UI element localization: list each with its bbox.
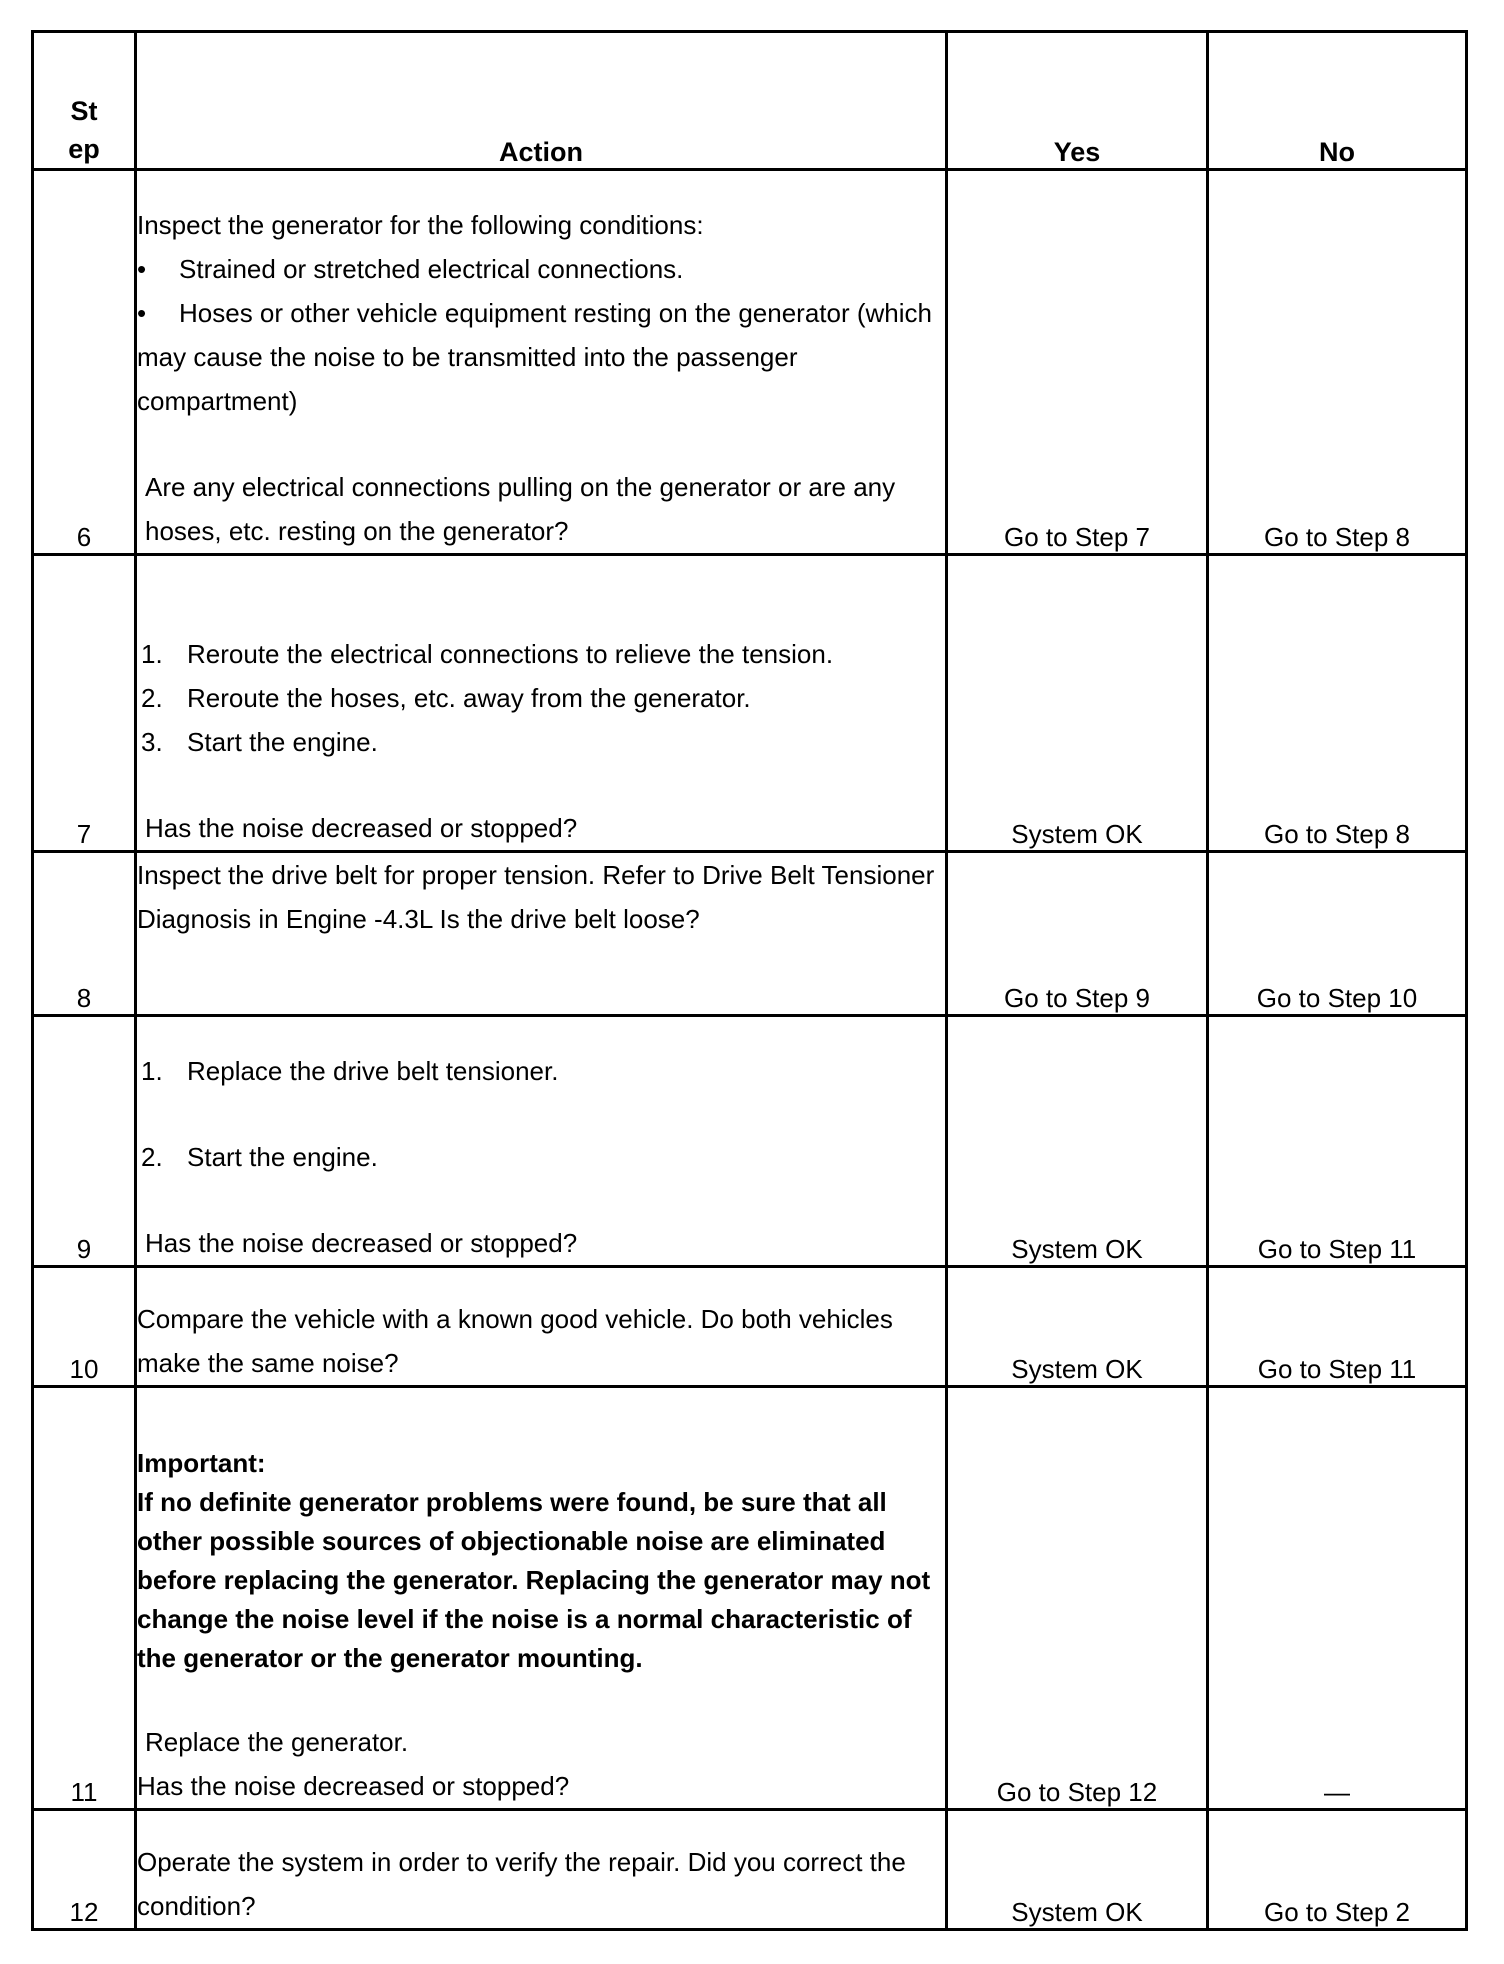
action-cell bbox=[136, 555, 947, 852]
action-cell bbox=[136, 1810, 947, 1930]
bullet-icon: • bbox=[137, 254, 147, 284]
step-number: 11 bbox=[33, 1387, 136, 1810]
yes-result: Go to Step 7 bbox=[947, 170, 1208, 555]
action-cell bbox=[136, 1267, 947, 1387]
step-number: 7 bbox=[33, 555, 136, 852]
yes-result: System OK bbox=[947, 1016, 1208, 1267]
bullet-icon: • bbox=[137, 298, 147, 328]
table-row bbox=[33, 1387, 1467, 1810]
step-number: 10 bbox=[33, 1267, 136, 1387]
no-result: — bbox=[1208, 1387, 1467, 1810]
yes-result: Go to Step 12 bbox=[947, 1387, 1208, 1810]
numbered-item: 1. Replace the drive belt tensioner. bbox=[141, 1056, 559, 1086]
no-result: Go to Step 8 bbox=[1208, 170, 1467, 555]
important-note: If no definite generator problems were found, be sure that all other possible sources of objectionable noise are eliminated before replacing the generator. Replacing the generator may not change the noise level if the noise is a normal characteristic of the generator or the generator mounting. bbox=[137, 1487, 931, 1673]
action-text: Compare the vehicle with a known good vehicle. Do both vehicles make the same noise? bbox=[137, 1304, 893, 1378]
yes-result: Go to Step 9 bbox=[947, 852, 1208, 1016]
no-result: Go to Step 8 bbox=[1208, 555, 1467, 852]
numbered-item: 2. Reroute the hoses, etc. away from the generator. bbox=[141, 683, 751, 713]
header-action: Action bbox=[136, 32, 947, 170]
table-row bbox=[33, 1810, 1467, 1930]
step-number: 6 bbox=[33, 170, 136, 555]
yes-result: System OK bbox=[947, 1267, 1208, 1387]
action-instruction: Replace the generator. bbox=[145, 1727, 409, 1757]
table-row bbox=[33, 1267, 1467, 1387]
yes-result: System OK bbox=[947, 555, 1208, 852]
no-result: Go to Step 11 bbox=[1208, 1267, 1467, 1387]
no-result: Go to Step 2 bbox=[1208, 1810, 1467, 1930]
step-number: 8 bbox=[33, 852, 136, 1016]
action-text: Operate the system in order to verify the repair. Did you correct the condition? bbox=[137, 1847, 906, 1921]
action-cell bbox=[136, 1387, 947, 1810]
important-label: Important: bbox=[137, 1448, 266, 1478]
action-cell bbox=[136, 170, 947, 555]
table-row bbox=[33, 555, 1467, 852]
no-result: Go to Step 10 bbox=[1208, 852, 1467, 1016]
action-cell bbox=[136, 1016, 947, 1267]
action-question: Has the noise decreased or stopped? bbox=[145, 813, 578, 843]
action-intro: Inspect the generator for the following conditions: bbox=[137, 210, 704, 240]
yes-result: System OK bbox=[947, 1810, 1208, 1930]
action-question: Has the noise decreased or stopped? bbox=[137, 1771, 570, 1801]
bullet-item: • Strained or stretched electrical connections. bbox=[137, 247, 945, 291]
header-yes: Yes bbox=[947, 32, 1208, 170]
table-row bbox=[33, 852, 1467, 1016]
header-step: St ep bbox=[33, 32, 136, 170]
action-question: Has the noise decreased or stopped? bbox=[145, 1228, 578, 1258]
step-number: 12 bbox=[33, 1810, 136, 1930]
bullet-item: • Hoses or other vehicle equipment resting on the generator (which may cause the noise to be transmitted into the passenger compartment) bbox=[137, 291, 945, 423]
header-no: No bbox=[1208, 32, 1467, 170]
numbered-item: 3. Start the engine. bbox=[141, 727, 378, 757]
action-question: Are any electrical connections pulling on the generator or are any hoses, etc. resting on the generator? bbox=[145, 472, 896, 546]
step-number: 9 bbox=[33, 1016, 136, 1267]
diagnostic-table bbox=[31, 30, 1468, 1931]
table-header bbox=[33, 32, 1467, 170]
action-cell bbox=[136, 852, 947, 1016]
table-row bbox=[33, 170, 1467, 555]
table-row bbox=[33, 1016, 1467, 1267]
numbered-item: 1. Reroute the electrical connections to relieve the tension. bbox=[141, 639, 834, 669]
numbered-item: 2. Start the engine. bbox=[141, 1142, 378, 1172]
action-text: Inspect the drive belt for proper tension. Refer to Drive Belt Tensioner Diagnosis in Engine -4.3L Is the drive belt loose? bbox=[137, 860, 935, 934]
no-result: Go to Step 11 bbox=[1208, 1016, 1467, 1267]
